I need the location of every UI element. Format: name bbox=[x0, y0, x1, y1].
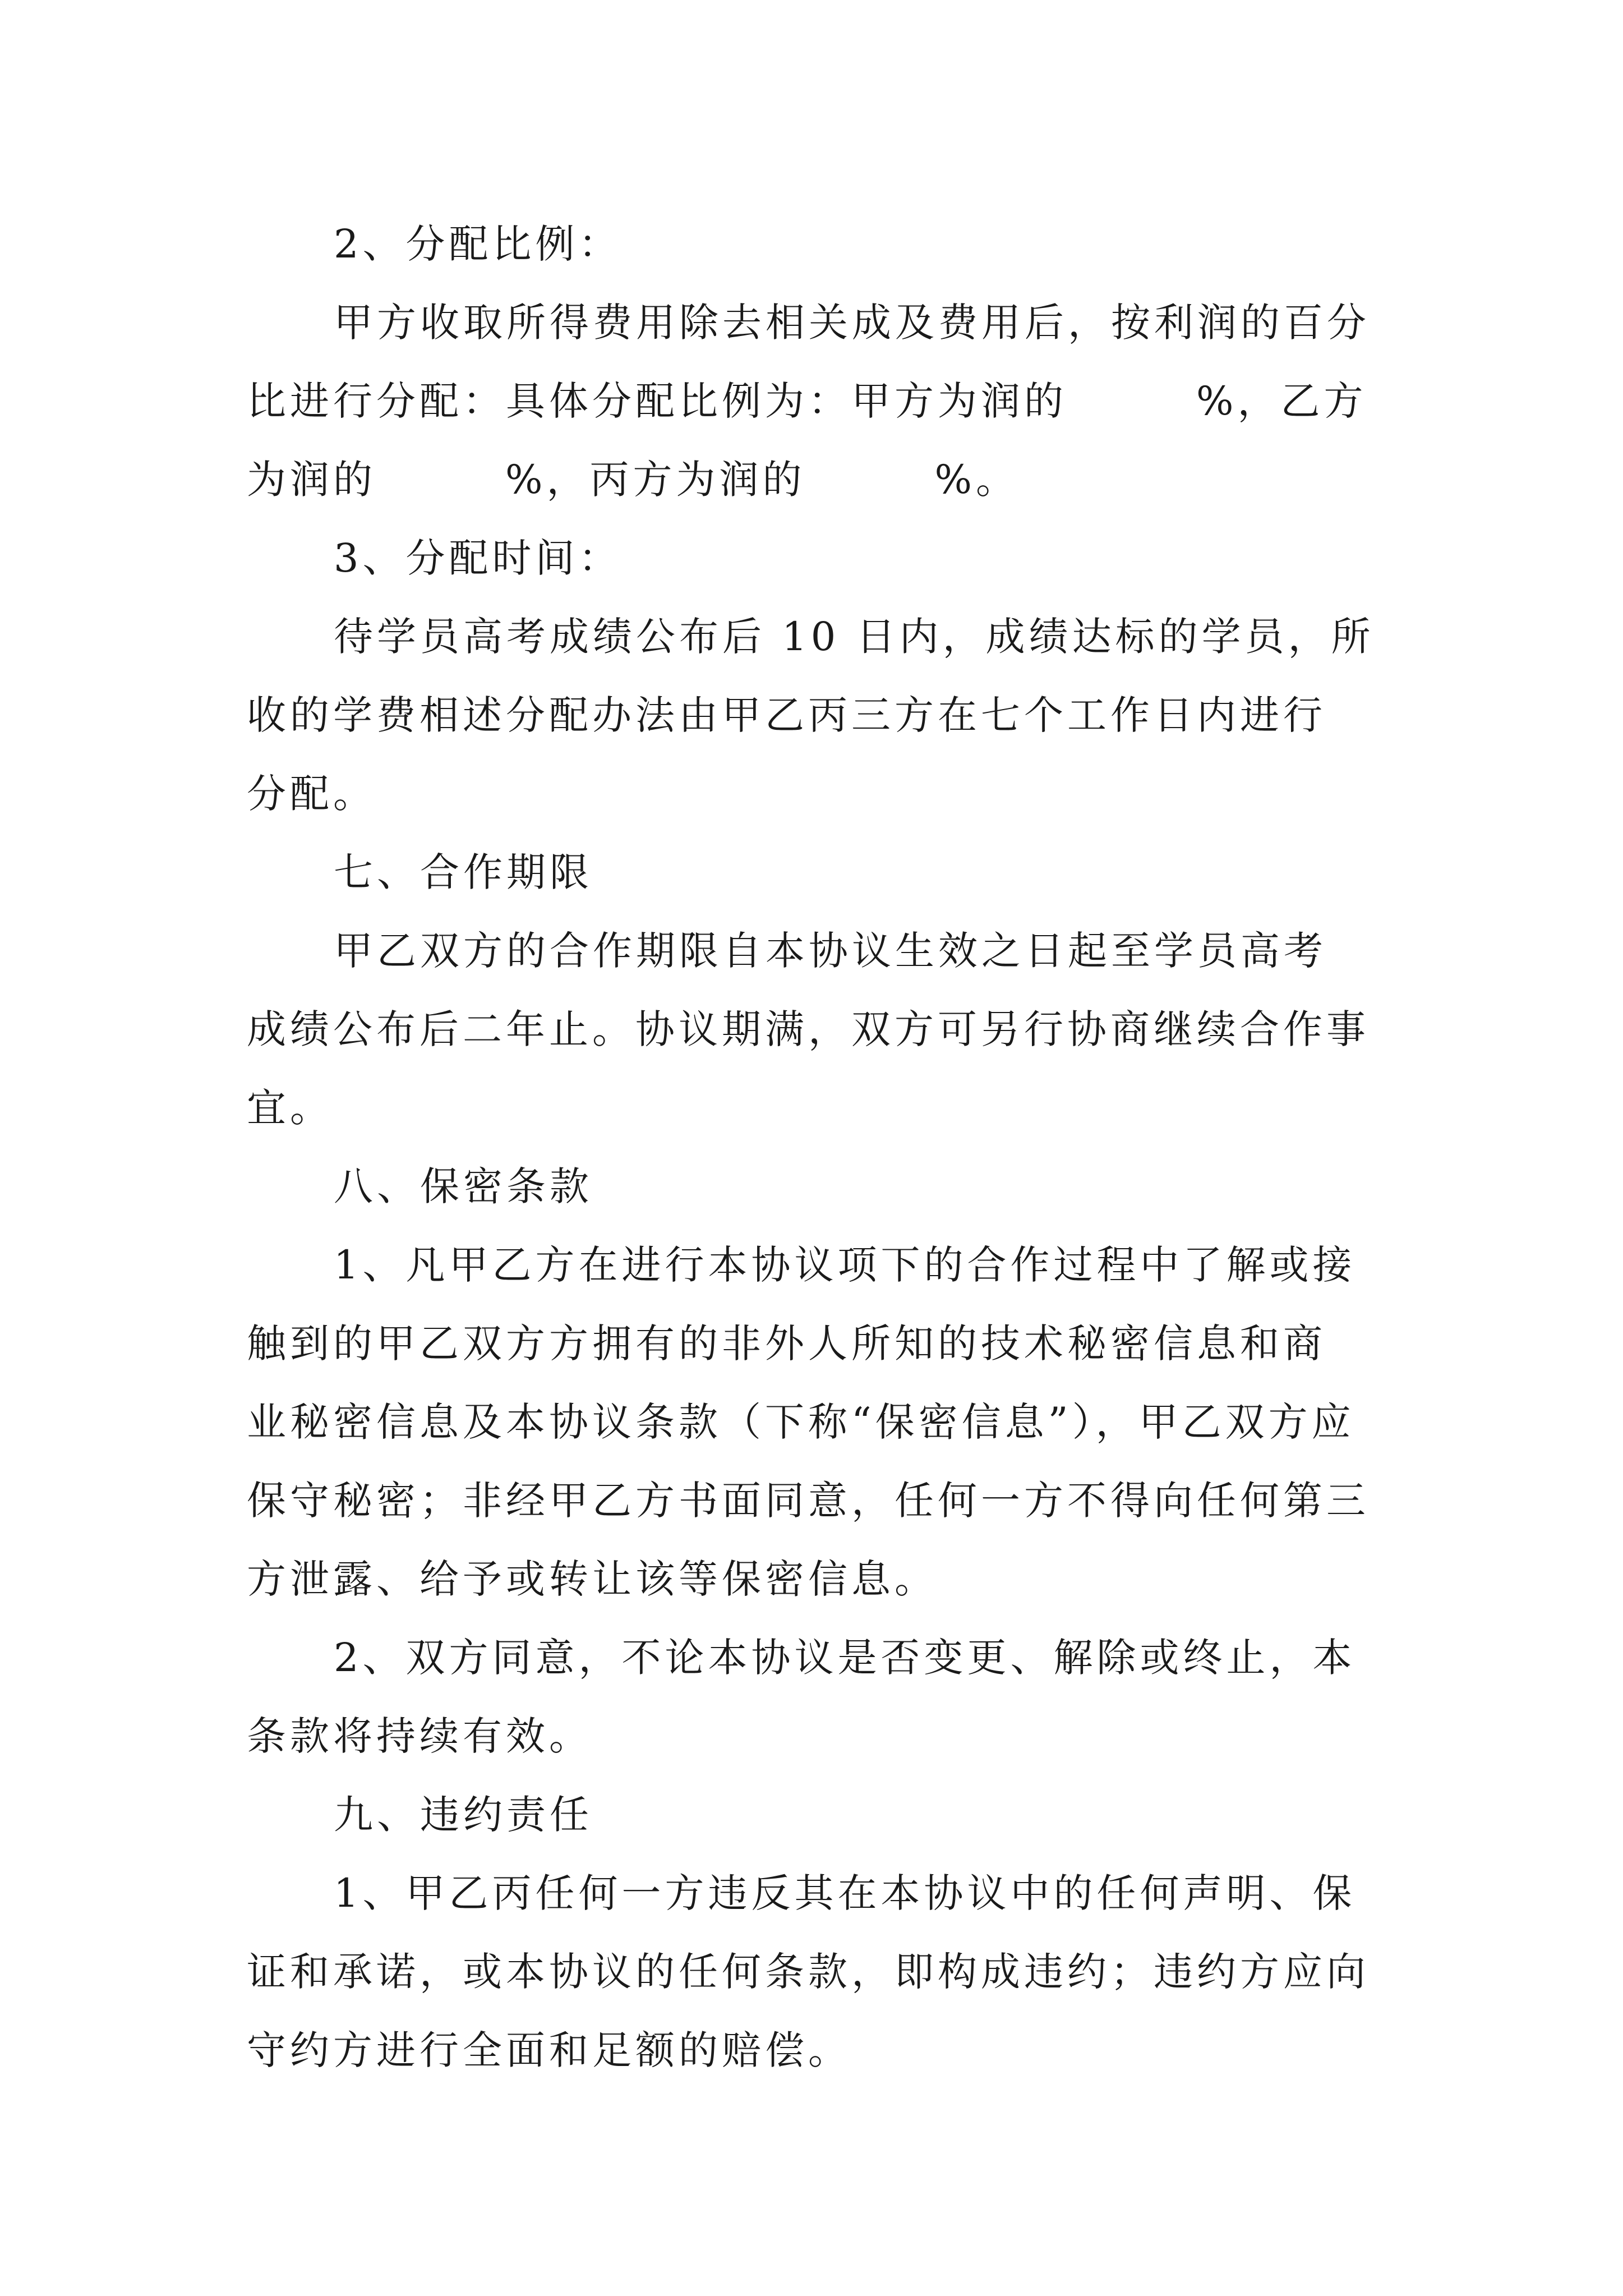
paragraph-line: 2、双方同意，不论本协议是否变更、解除或终止，本 bbox=[334, 1635, 1356, 1681]
paragraph-line: 方泄露、给予或转让该等保密信息。 bbox=[247, 1556, 938, 1602]
paragraph-line: 甲方收取所得费用除去相关成及费用后，按利润的百分 bbox=[334, 300, 1370, 346]
article-heading-confidentiality: 八、保密条款 bbox=[334, 1163, 593, 1209]
paragraph-line: 证和承诺，或本协议的任何条款，即构成违约；违约方应向 bbox=[247, 1949, 1370, 1995]
paragraph-line: 成绩公布后二年止。协议期满，双方可另行协商继续合作事 bbox=[247, 1006, 1370, 1052]
paragraph-line: 1、甲乙丙任何一方违反其在本协议中的任何声明、保 bbox=[334, 1870, 1356, 1916]
text-segment: 比进行分配：具体分配比例为：甲方为润的 bbox=[247, 378, 1067, 424]
article-heading-liability: 九、违约责任 bbox=[334, 1792, 593, 1838]
paragraph-line: 1、凡甲乙方在进行本协议项下的合作过程中了解或接 bbox=[334, 1242, 1356, 1288]
paragraph-line: 保守秘密；非经甲乙方书面同意，任何一方不得向任何第三 bbox=[247, 1478, 1370, 1524]
text-segment: %，乙方 bbox=[1196, 378, 1367, 424]
paragraph-line bbox=[247, 362, 1367, 440]
article-heading-cooperation-term: 七、合作期限 bbox=[334, 849, 593, 895]
paragraph-line: 触到的甲乙双方方拥有的非外人所知的技术秘密信息和商 bbox=[247, 1320, 1326, 1366]
paragraph-line: 分配。 bbox=[247, 771, 376, 817]
text-segment: %，丙方为润的 bbox=[505, 457, 806, 503]
paragraph-line bbox=[247, 440, 1019, 519]
section-heading-distribution-time: 3、分配时间： bbox=[334, 535, 622, 581]
paragraph-line: 条款将持续有效。 bbox=[247, 1713, 592, 1759]
paragraph-line: 守约方进行全面和足额的赔偿。 bbox=[247, 2027, 851, 2073]
paragraph-line: 宜。 bbox=[247, 1085, 333, 1131]
section-heading-distribution-ratio: 2、分配比例： bbox=[334, 221, 622, 267]
paragraph-line: 待学员高考成绩公布后 10 日内，成绩达标的学员，所 bbox=[334, 614, 1375, 660]
text-segment: %。 bbox=[934, 457, 1020, 503]
text-segment: 为润的 bbox=[247, 457, 376, 503]
paragraph-line: 业秘密信息及本协议条款（下称“保密信息”），甲乙双方应 bbox=[247, 1399, 1355, 1445]
paragraph-line: 甲乙双方的合作期限自本协议生效之日起至学员高考 bbox=[334, 928, 1327, 974]
paragraph-line: 收的学费相述分配办法由甲乙丙三方在七个工作日内进行 bbox=[247, 692, 1326, 738]
